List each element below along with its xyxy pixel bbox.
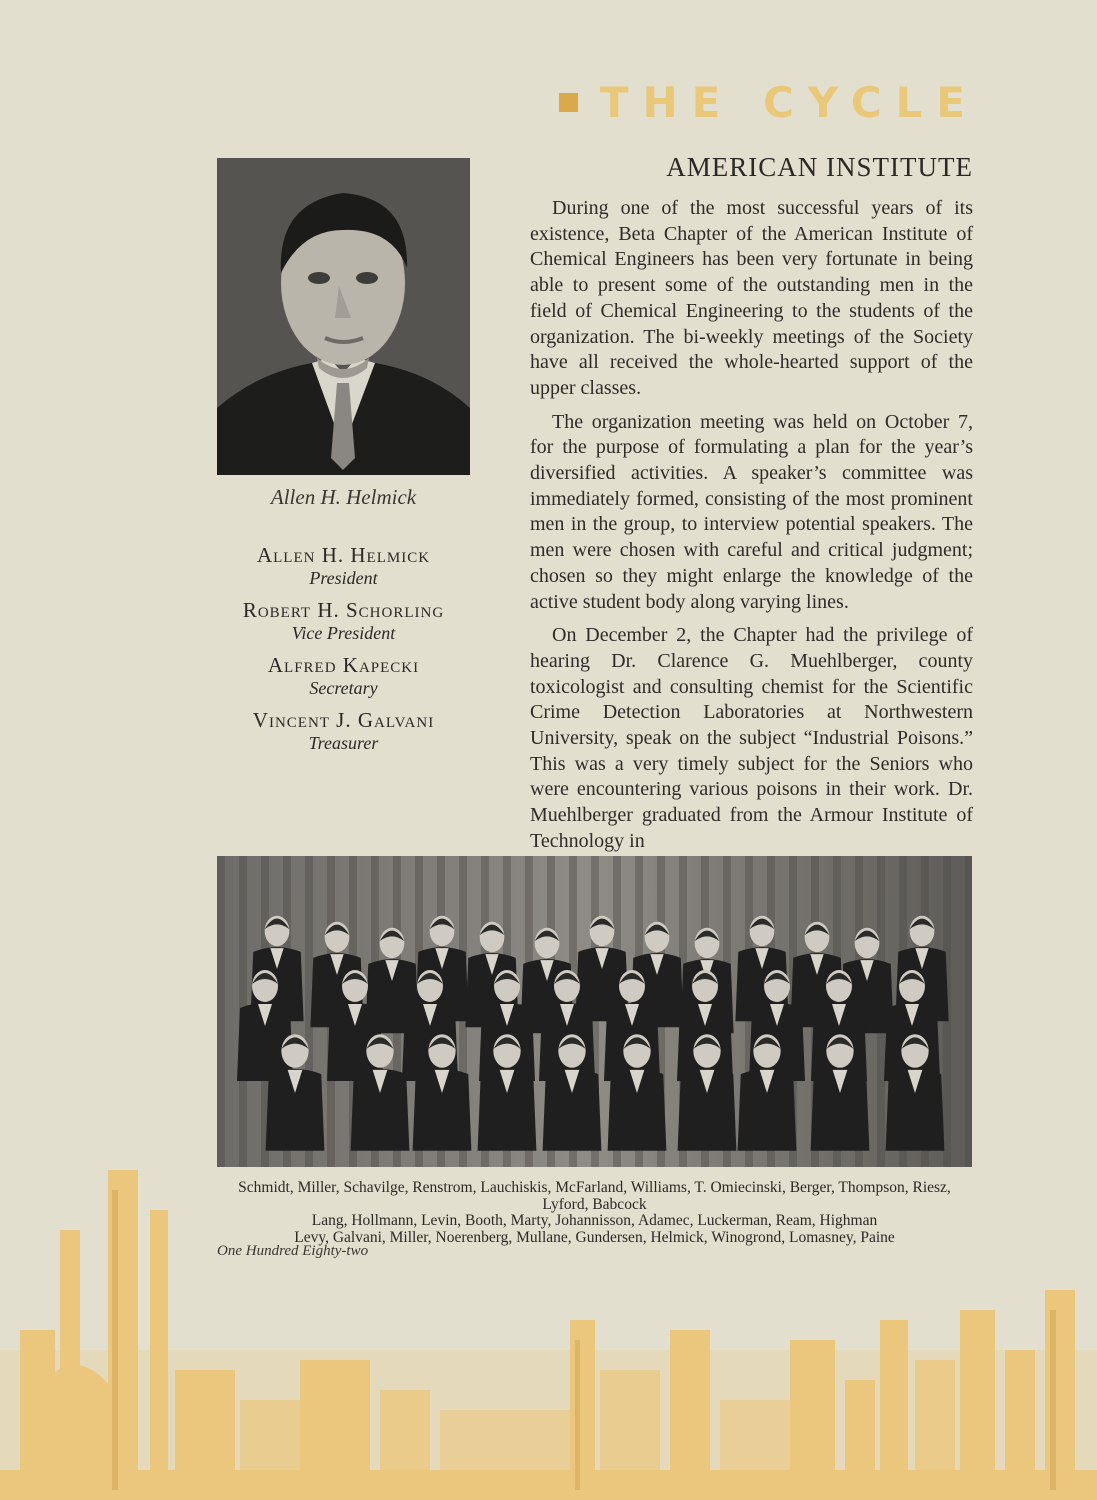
- caption-line: Lang, Hollmann, Levin, Booth, Marty, Johannisson, Adamec, Luckerman, Ream, Highman: [311, 1212, 878, 1229]
- article-paragraph: On December 2, the Chapter had the privilege of hearing Dr. Clarence G. Muehlberger, county toxicologist and consulting chemist for the Scientific Crime Detection Laboratories at Northwestern University, speak on the subject “Industrial Poisons.” This was a very timely subject for the Seniors who were encountering various poisons in their work. Dr. Muehlberger graduated from the Armour Institute of Technology in: [530, 624, 973, 852]
- group-photo-image: [217, 856, 972, 1167]
- group-photo: [217, 856, 972, 1167]
- article-paragraph: During one of the most successful years of its existence, Beta Chapter of the American Institute of Chemical Engineers has been very fortunate in being able to present some of the outstanding men in the field of Chemical Engineering to the students of the organization. The bi-weekly meetings of the Society have all received the whole-hearted support of the upper classes.: [530, 197, 973, 399]
- officer-name: Vincent J. Galvani: [252, 708, 435, 732]
- officer-entry: [217, 708, 470, 754]
- officer-entry: [217, 598, 470, 644]
- officer-role: Vice President: [291, 623, 396, 643]
- skyline-decoration: [0, 1150, 1097, 1500]
- officer-name: Robert H. Schorling: [242, 598, 445, 622]
- portrait-caption: Allen H. Helmick: [270, 485, 417, 509]
- header-title: THE CYCLE: [599, 78, 979, 127]
- caption-line: Schmidt, Miller, Schavilge, Renstrom, Lauchiskis, McFarland, Williams, T. Omiecinski, Berger, Thompson, Riesz, Lyford, Babcock: [238, 1179, 951, 1213]
- portrait-image: [217, 158, 470, 475]
- officer-entry: [217, 653, 470, 699]
- officer-entry: [217, 543, 470, 589]
- article-body: [530, 196, 973, 863]
- portrait-photo: [217, 158, 470, 475]
- officers-list: [217, 543, 470, 763]
- article-paragraph: The organization meeting was held on October 7, for the purpose of formulating a plan for the year’s diversified activities. A speaker’s committee was immediately formed, consisting of the most prominent men in the group, to interview potential speakers. The men were chosen with careful and critical judgment; chosen so they might enlarge the knowledge of the active student body along varying lines.: [530, 410, 973, 613]
- caption-line: Levy, Galvani, Miller, Noerenberg, Mullane, Gundersen, Helmick, Winogrond, Lomasney, Paine: [294, 1228, 895, 1246]
- article-title: AMERICAN INSTITUTE: [666, 152, 973, 182]
- officer-role: President: [309, 568, 378, 588]
- header-square-ornament: [559, 93, 578, 112]
- officer-role: Secretary: [309, 678, 378, 698]
- officer-name: Allen H. Helmick: [256, 543, 431, 567]
- page-number: One Hundred Eighty-two: [217, 1243, 369, 1259]
- officer-name: Alfred Kapecki: [267, 653, 420, 677]
- officer-role: Treasurer: [308, 733, 379, 753]
- running-header: [559, 78, 979, 127]
